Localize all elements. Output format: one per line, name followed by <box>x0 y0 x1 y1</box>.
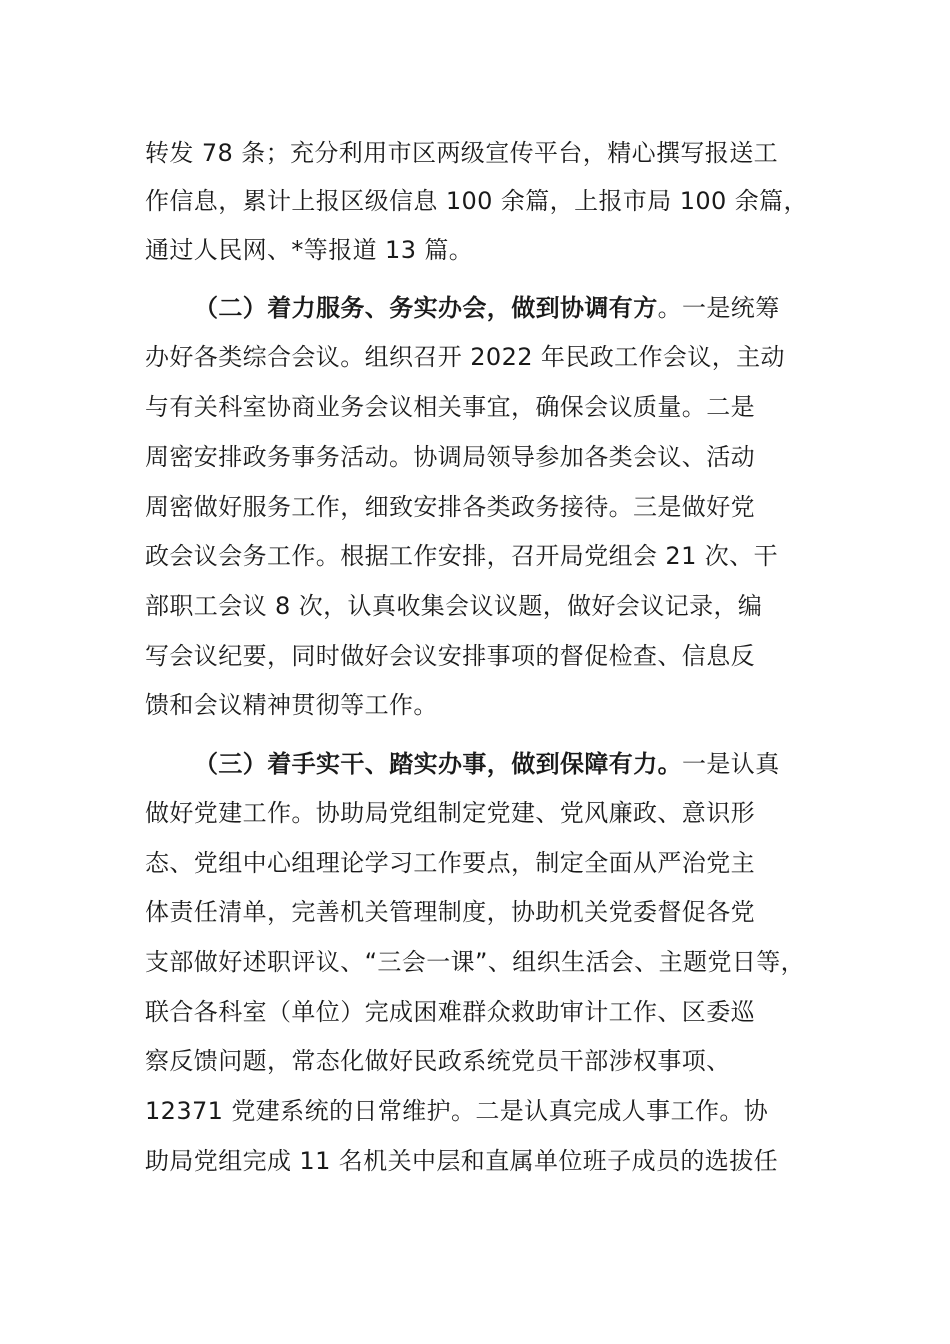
line-text: 体责任清单，完善机关管理制度，协助机关党委督促各党 <box>145 898 755 926</box>
line-text: 支部做好述职评议、“三会一课”、组织生活会、主题党日等， <box>145 948 806 976</box>
line-text: 周密安排政务事务活动。协调局领导参加各类会议、活动 <box>145 443 755 471</box>
body-line <box>145 798 755 828</box>
body-line <box>145 947 805 977</box>
line-text: 作信息，累计上报区级信息 100 余篇，上报市局 100 余篇， <box>145 187 808 215</box>
body-line <box>145 138 778 168</box>
body-line <box>145 392 755 422</box>
line-text: 做好党建工作。协助局党组制定党建、党风廉政、意识形 <box>145 799 755 827</box>
body-line <box>145 690 438 720</box>
body-line <box>145 342 785 372</box>
line-text: 部职工会议 8 次，认真收集会议议题，做好会议记录，编 <box>145 592 763 620</box>
line-text: 政会议会务工作。根据工作安排，召开局党组会 21 次、干 <box>145 542 778 570</box>
body-line <box>145 235 473 265</box>
body-line <box>145 492 755 522</box>
body-line <box>145 848 755 878</box>
body-line <box>145 641 755 671</box>
line-text: 写会议纪要，同时做好会议安排事项的督促检查、信息反 <box>145 642 755 670</box>
body-line <box>145 186 808 216</box>
line-text: 转发 78 条；充分利用市区两级宣传平台，精心撰写报送工 <box>145 139 778 167</box>
body-line <box>145 541 778 571</box>
line-text: 一是认真 <box>682 750 780 778</box>
line-text: 。一是统筹 <box>657 294 780 322</box>
body-line <box>145 442 755 472</box>
section-heading: （二）着力服务、务实办会，做到协调有方 <box>194 294 658 322</box>
line-text: 12371 党建系统的日常维护。二是认真完成人事工作。协 <box>145 1097 769 1125</box>
line-text: 与有关科室协商业务会议相关事宜，确保会议质量。二是 <box>145 393 755 421</box>
body-line <box>145 997 755 1027</box>
line-text: 助局党组完成 11 名机关中层和直属单位班子成员的选拔任 <box>145 1147 778 1175</box>
line-text: 察反馈问题，常态化做好民政系统党员干部涉权事项、 <box>145 1047 731 1075</box>
section-heading: （三）着手实干、踏实办事，做到保障有力。 <box>194 750 682 778</box>
line-text: 馈和会议精神贯彻等工作。 <box>145 691 438 719</box>
line-text: 通过人民网、*等报道 13 篇。 <box>145 236 474 264</box>
line-text: 办好各类综合会议。组织召开 2022 年民政工作会议，主动 <box>145 343 785 371</box>
line-text: 联合各科室（单位）完成困难群众救助审计工作、区委巡 <box>145 998 755 1026</box>
body-line <box>145 591 762 621</box>
section-heading-line <box>194 293 780 323</box>
line-text: 态、党组中心组理论学习工作要点，制定全面从严治党主 <box>145 849 755 877</box>
section-heading-line <box>194 749 780 779</box>
body-line <box>145 1146 778 1176</box>
body-line <box>145 897 755 927</box>
body-line <box>145 1096 768 1126</box>
body-line <box>145 1046 731 1076</box>
line-text: 周密做好服务工作，细致安排各类政务接待。三是做好党 <box>145 493 755 521</box>
